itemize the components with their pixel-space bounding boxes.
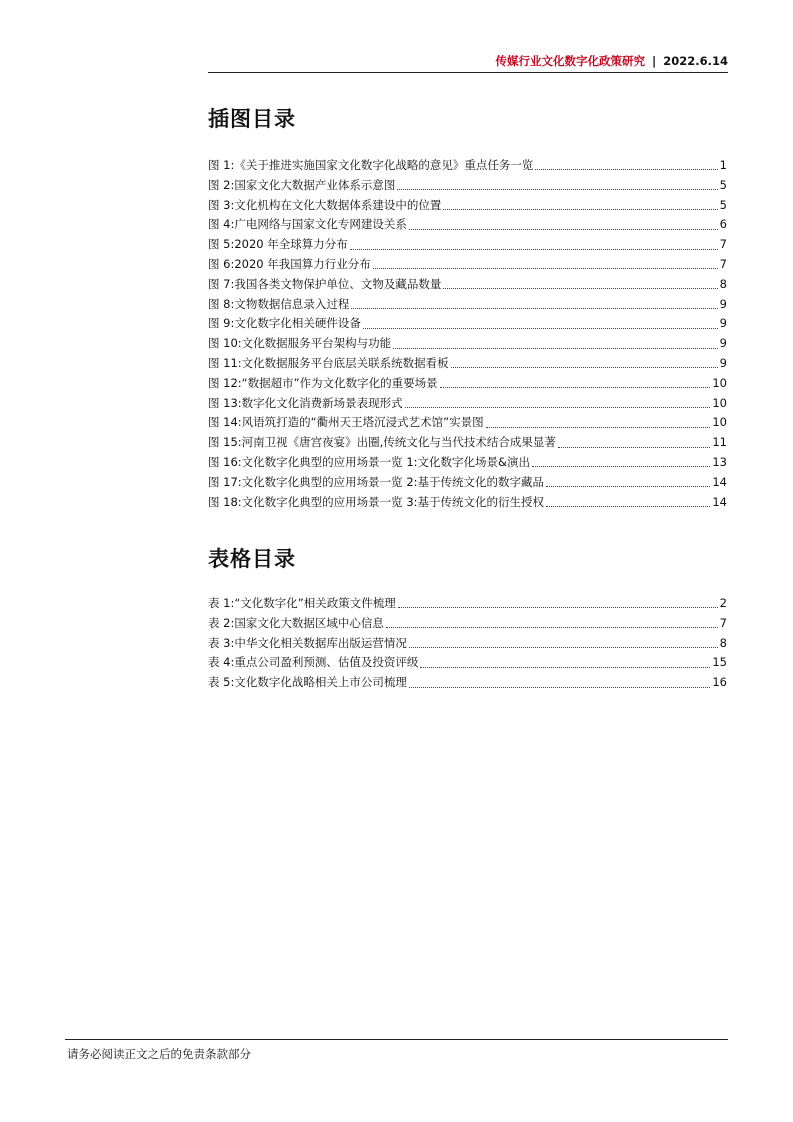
toc-page-number: 7	[719, 256, 727, 271]
table-toc-entry[interactable]	[208, 634, 727, 654]
toc-entry-label: 表 4:重点公司盈利预测、估值及投资评级	[208, 655, 419, 670]
dot-leader	[398, 607, 718, 608]
dot-leader	[486, 427, 711, 428]
dot-leader	[443, 209, 717, 210]
dot-leader	[443, 288, 717, 289]
toc-page-number: 14	[712, 474, 727, 489]
dot-leader	[420, 667, 710, 668]
header-separator: |	[652, 54, 657, 68]
toc-page-number: 11	[712, 435, 727, 450]
tables-toc-list	[208, 594, 727, 693]
dot-leader	[558, 447, 711, 448]
figure-toc-entry[interactable]	[208, 433, 727, 453]
toc-entry-label: 图 1:《关于推进实施国家文化数字化战略的意见》重点任务一览	[208, 158, 534, 172]
toc-entry-label: 图 10:文化数据服务平台架构与功能	[208, 336, 392, 351]
toc-page-number: 10	[712, 375, 727, 390]
toc-entry-label: 图 12:“数据超市”作为文化数字化的重要场景	[208, 375, 438, 390]
toc-page-number: 14	[712, 494, 727, 509]
dot-leader	[397, 189, 717, 190]
toc-entry-label: 图 2:国家文化大数据产业体系示意图	[208, 177, 396, 192]
toc-page-number: 9	[719, 316, 727, 331]
dot-leader	[393, 348, 718, 349]
figure-toc-entry[interactable]	[208, 314, 727, 334]
figure-toc-entry[interactable]	[208, 394, 727, 414]
toc-entry-label: 图 3:文化机构在文化大数据体系建设中的位置	[208, 197, 442, 212]
report-date: 2022.6.14	[663, 54, 728, 68]
dot-leader	[535, 169, 717, 170]
report-title: 传媒行业文化数字化政策研究	[495, 54, 646, 68]
toc-entry-label: 图 13:数字化文化消费新场景表现形式	[208, 395, 403, 410]
disclaimer-footer: 请务必阅读正文之后的免责条款部分	[67, 1047, 251, 1061]
dot-leader	[546, 506, 710, 507]
toc-entry-label: 图 14:风语筑打造的“衢州天王塔沉浸式艺术馆”实景图	[208, 415, 484, 430]
figure-toc-entry[interactable]	[208, 196, 727, 216]
toc-entry-label: 表 5:文化数字化战略相关上市公司梳理	[208, 675, 407, 690]
toc-page-number: 6	[719, 217, 727, 232]
report-header	[208, 53, 728, 73]
dot-leader	[405, 407, 711, 408]
toc-page-number: 8	[719, 276, 727, 291]
dot-leader	[451, 367, 718, 368]
toc-page-number: 15	[712, 655, 727, 670]
figure-toc-entry[interactable]	[208, 255, 727, 275]
toc-entry-label: 表 2:国家文化大数据区域中心信息	[208, 615, 384, 630]
toc-entry-label: 图 7:我国各类文物保护单位、文物及藏品数量	[208, 276, 442, 291]
toc-page-number: 1	[719, 158, 727, 172]
table-toc-entry[interactable]	[208, 614, 727, 634]
toc-page-number: 13	[712, 454, 727, 469]
figure-toc-entry[interactable]	[208, 275, 727, 295]
figure-toc-entry[interactable]	[208, 453, 727, 473]
figure-toc-entry[interactable]	[208, 235, 727, 255]
table-toc-entry[interactable]	[208, 673, 727, 693]
toc-page-number: 2	[719, 596, 727, 610]
figure-toc-entry[interactable]	[208, 334, 727, 354]
toc-page-number: 7	[719, 237, 727, 252]
toc-page-number: 9	[719, 355, 727, 370]
tables-toc-heading: 表格目录	[208, 547, 296, 571]
footer-divider	[65, 1039, 728, 1040]
figure-toc-entry[interactable]	[208, 413, 727, 433]
dot-leader	[350, 249, 718, 250]
toc-entry-label: 图 8:文物数据信息录入过程	[208, 296, 350, 311]
toc-entry-label: 表 1:“文化数字化”相关政策文件梳理	[208, 596, 396, 610]
toc-entry-label: 图 5:2020 年全球算力分布	[208, 237, 348, 252]
dot-leader	[532, 466, 710, 467]
toc-page-number: 7	[719, 615, 727, 630]
toc-entry-label: 图 4:广电网络与国家文化专网建设关系	[208, 217, 407, 232]
figure-toc-entry[interactable]	[208, 493, 727, 513]
toc-entry-label: 图 15:河南卫视《唐宫夜宴》出圈,传统文化与当代技术结合成果显著	[208, 435, 556, 450]
table-toc-entry[interactable]	[208, 653, 727, 673]
header-divider	[208, 72, 728, 73]
dot-leader	[363, 328, 718, 329]
toc-page-number: 9	[719, 296, 727, 311]
figure-toc-entry[interactable]	[208, 354, 727, 374]
dot-leader	[373, 268, 718, 269]
toc-page-number: 5	[719, 177, 727, 192]
toc-entry-label: 表 3:中华文化相关数据库出版运营情况	[208, 635, 407, 650]
toc-entry-label: 图 11:文化数据服务平台底层关联系统数据看板	[208, 355, 449, 370]
figure-toc-entry[interactable]	[208, 295, 727, 315]
figure-toc-entry[interactable]	[208, 374, 727, 394]
figure-toc-entry[interactable]	[208, 176, 727, 196]
dot-leader	[440, 387, 711, 388]
toc-entry-label: 图 17:文化数字化典型的应用场景一览 2:基于传统文化的数字藏品	[208, 474, 545, 489]
dot-leader	[409, 687, 711, 688]
figure-toc-entry[interactable]	[208, 215, 727, 235]
toc-entry-label: 图 6:2020 年我国算力行业分布	[208, 256, 371, 271]
toc-page-number: 10	[712, 395, 727, 410]
toc-page-number: 8	[719, 635, 727, 650]
toc-page-number: 5	[719, 197, 727, 212]
toc-entry-label: 图 9:文化数字化相关硬件设备	[208, 316, 361, 331]
dot-leader	[386, 627, 718, 628]
toc-entry-label: 图 16:文化数字化典型的应用场景一览 1:文化数字化场景&演出	[208, 454, 530, 469]
figures-toc-list	[208, 156, 727, 512]
toc-page-number: 16	[712, 675, 727, 690]
dot-leader	[546, 486, 710, 487]
figures-toc-heading: 插图目录	[208, 107, 296, 131]
figure-toc-entry[interactable]	[208, 156, 727, 176]
toc-page-number: 9	[719, 336, 727, 351]
table-toc-entry[interactable]	[208, 594, 727, 614]
dot-leader	[351, 308, 717, 309]
toc-page-number: 10	[712, 415, 727, 430]
dot-leader	[409, 229, 718, 230]
dot-leader	[409, 647, 718, 648]
figure-toc-entry[interactable]	[208, 473, 727, 493]
toc-entry-label: 图 18:文化数字化典型的应用场景一览 3:基于传统文化的衍生授权	[208, 494, 545, 509]
